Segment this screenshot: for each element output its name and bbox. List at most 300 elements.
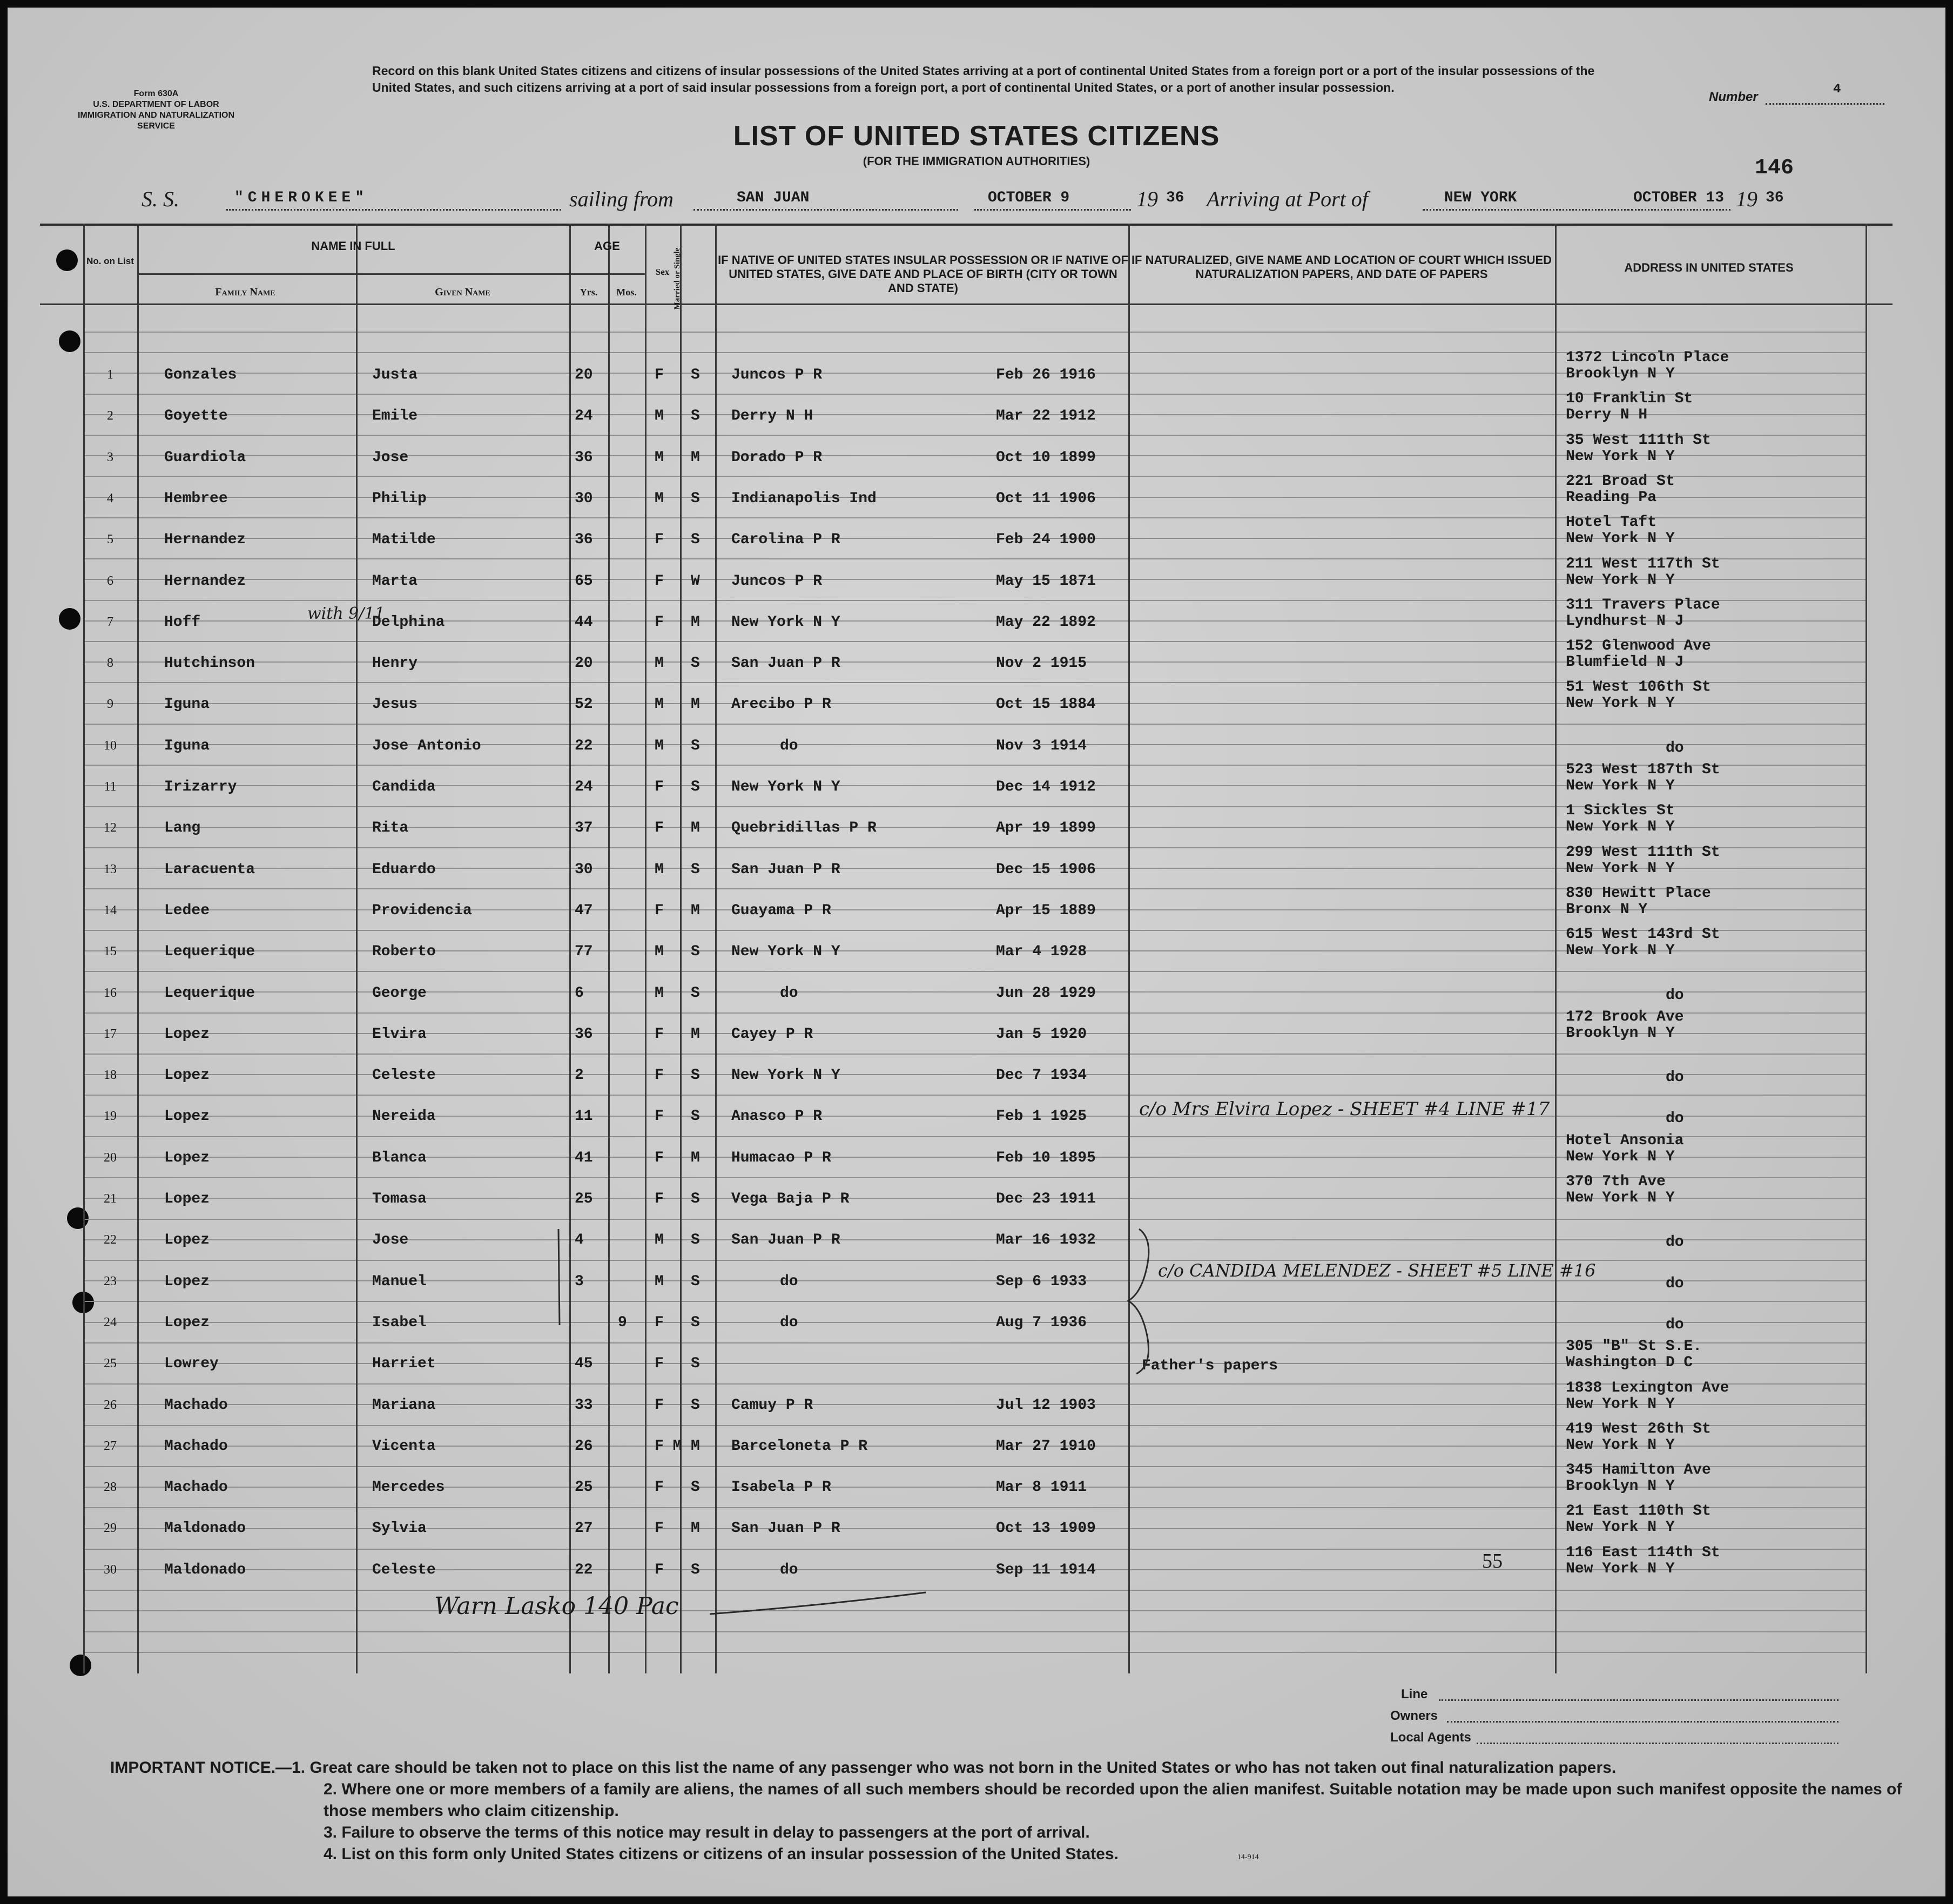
given-name: Jose Antonio [372, 738, 481, 754]
bracket-mark [1128, 1229, 1149, 1374]
family-name: Maldonado [164, 1520, 246, 1537]
address-line-1: 830 Hewitt Place [1566, 885, 1711, 902]
ship-name: "CHEROKEE" [234, 190, 369, 206]
address-line-2: New York N Y [1566, 942, 1675, 959]
address-line-2: New York N Y [1566, 695, 1675, 712]
row-number: 15 [104, 944, 117, 958]
row-number: 21 [104, 1192, 117, 1206]
birth-date: Aug 7 1936 [996, 1314, 1087, 1331]
birth-place: Vega Baja P R [731, 1191, 850, 1207]
given-name: Sylvia [372, 1520, 427, 1537]
age-years: 30 [575, 861, 593, 878]
manifest-sheet [8, 8, 1945, 1896]
birth-date: Dec 15 1906 [996, 861, 1096, 878]
address-line-2: Bronx N Y [1566, 901, 1648, 918]
row-number: 17 [104, 1027, 117, 1041]
row-number: 23 [104, 1274, 117, 1288]
birth-place: Quebridillas P R [731, 820, 877, 836]
row-number: 9 [107, 697, 113, 711]
note-row-19: c/o Mrs Elvira Lopez - SHEET #4 LINE #17 [1139, 1098, 1550, 1120]
family-name: Machado [164, 1479, 228, 1496]
given-name: Vicenta [372, 1438, 436, 1455]
col-address: ADDRESS IN UNITED STATES [1624, 261, 1794, 274]
marital-status: S [691, 1273, 700, 1290]
sex: F M [655, 1438, 682, 1455]
given-name: Roberto [372, 943, 436, 960]
sex: F [655, 614, 664, 631]
address-line-2: New York N Y [1566, 1149, 1675, 1165]
family-name: Lopez [164, 1232, 210, 1248]
birth-place: New York N Y [731, 943, 840, 960]
given-name: Blanca [372, 1150, 427, 1166]
family-name: Maldonado [164, 1562, 246, 1578]
age-years: 26 [575, 1438, 593, 1455]
address-line-1: Hotel Taft [1566, 514, 1657, 531]
age-years: 30 [575, 490, 593, 507]
row-number: 24 [104, 1315, 117, 1329]
given-name: Marta [372, 573, 418, 590]
address-line-1: 419 West 26th St [1566, 1421, 1711, 1437]
row-number: 29 [104, 1521, 117, 1535]
birth-date: Feb 1 1925 [996, 1108, 1087, 1125]
address-line-2: New York N Y [1566, 1561, 1675, 1577]
given-name: Mariana [372, 1397, 436, 1414]
annotation-layer [8, 8, 1945, 1896]
arriving-label: Arriving at Port of [1207, 187, 1368, 211]
sex: F [655, 1355, 664, 1372]
row-number: 26 [104, 1398, 117, 1412]
given-name: Emile [372, 408, 418, 424]
row-number: 2 [107, 409, 113, 423]
given-name: Elvira [372, 1026, 427, 1043]
sex: F [655, 1520, 664, 1537]
marital-status: M [691, 820, 700, 836]
birth-place: San Juan P R [731, 1520, 840, 1537]
row-number: 14 [104, 903, 117, 917]
address-line-1: 299 West 111th St [1566, 844, 1720, 861]
birth-place: Carolina P R [731, 531, 840, 548]
age-years: 27 [575, 1520, 593, 1537]
sex: F [655, 1191, 664, 1207]
marital-status: S [691, 1191, 700, 1207]
address-line-1: 35 West 111th St [1566, 432, 1711, 449]
row-number: 28 [104, 1480, 117, 1494]
col-age: AGE [594, 239, 620, 253]
marital-status: S [691, 861, 700, 878]
address-line-2: do [1666, 740, 1684, 757]
address-line-2: New York N Y [1566, 819, 1675, 835]
age-years: 77 [575, 943, 593, 960]
address-line-1: 1838 Lexington Ave [1566, 1380, 1729, 1396]
age-bracket-mark [558, 1229, 560, 1325]
sex: F [655, 902, 664, 919]
notice-4: 4. List on this form only United States citizens or citizens of an insular possession of the United States. [324, 1845, 1119, 1863]
row-number: 18 [104, 1068, 117, 1082]
address-line-1: 10 Franklin St [1566, 390, 1693, 407]
birth-place: Dorado P R [731, 449, 823, 466]
given-name: Henry [372, 655, 418, 672]
col-birth: IF NATIVE OF UNITED STATES INSULAR POSSESSION OR IF NATIVE OF UNITED STATES, GIVE DATE AND PLACE OF BIRTH (CITY OR TOWN AND STATE) [718, 253, 1128, 295]
signature: Warn Lasko 140 Pac [434, 1592, 679, 1620]
given-name: Eduardo [372, 861, 436, 878]
address-line-2: New York N Y [1566, 860, 1675, 877]
marital-status: S [691, 490, 700, 507]
family-name: Lopez [164, 1191, 210, 1207]
sex: F [655, 367, 664, 383]
address-line-2: Blumfield N J [1566, 654, 1684, 671]
col-naturalized: IF NATURALIZED, GIVE NAME AND LOCATION OF COURT WHICH ISSUED NATURALIZATION PAPERS, AND DATE OF PAPERS [1131, 253, 1552, 281]
birth-date: Feb 24 1900 [996, 531, 1096, 548]
arrival-year: 36 [1766, 190, 1784, 206]
birth-date: Nov 3 1914 [996, 738, 1087, 754]
address-line-1: 116 East 114th St [1566, 1544, 1720, 1561]
sex: F [655, 1108, 664, 1125]
birth-place: San Juan P R [731, 861, 840, 878]
age-years: 2 [575, 1067, 584, 1084]
notice-1: 1. Great care should be taken not to place on this list the name of any passenger who was not born in the United States or who has not taken out final naturalization papers. [292, 1759, 1617, 1777]
col-name-in-full: NAME IN FULL [311, 239, 395, 253]
birth-place: Guayama P R [731, 902, 831, 919]
birth-place: Camuy P R [731, 1397, 813, 1414]
address-line-2: Brooklyn N Y [1566, 366, 1675, 382]
address-line-1: 51 West 106th St [1566, 679, 1711, 696]
given-name: Manuel [372, 1273, 427, 1290]
family-name: Lopez [164, 1108, 210, 1125]
row-number: 16 [104, 986, 117, 1000]
sex: M [655, 1273, 664, 1290]
form-number: Form 630A [133, 89, 179, 98]
address-line-2: Brooklyn N Y [1566, 1478, 1675, 1495]
row-number: 20 [104, 1151, 117, 1165]
birth-date: Dec 7 1934 [996, 1067, 1087, 1084]
birth-place: Isabela P R [731, 1479, 831, 1496]
row-number: 10 [104, 739, 117, 753]
address-line-2: do [1666, 987, 1684, 1004]
birth-date: Oct 10 1899 [996, 449, 1096, 466]
address-line-2: New York N Y [1566, 1190, 1675, 1206]
line-field [1439, 1699, 1838, 1701]
sex: F [655, 1067, 664, 1084]
address-line-1: 305 "B" St S.E. [1566, 1338, 1702, 1355]
sex: M [655, 985, 664, 1002]
birth-date: May 22 1892 [996, 614, 1096, 631]
birth-place: San Juan P R [731, 655, 840, 672]
birth-date: Apr 19 1899 [996, 820, 1096, 836]
marital-status: M [691, 1150, 700, 1166]
given-name: Jose [372, 449, 409, 466]
sex: F [655, 1397, 664, 1414]
birth-date: Mar 16 1932 [996, 1232, 1096, 1248]
marital-status: S [691, 1355, 700, 1372]
age-years: 25 [575, 1191, 593, 1207]
page-subtitle: (FOR THE IMMIGRATION AUTHORITIES) [863, 154, 1090, 168]
age-years: 3 [575, 1273, 584, 1290]
marital-status: S [691, 531, 700, 548]
family-name: Lowrey [164, 1355, 219, 1372]
given-name: Providencia [372, 902, 472, 919]
marital-status: W [691, 573, 700, 590]
birth-date: Oct 13 1909 [996, 1520, 1096, 1537]
marital-status: S [691, 1108, 700, 1125]
birth-place: do [780, 1562, 798, 1578]
birth-date: Oct 11 1906 [996, 490, 1096, 507]
sex: F [655, 531, 664, 548]
marital-status: M [691, 902, 700, 919]
given-name: Jesus [372, 696, 418, 713]
age-years: 22 [575, 1562, 593, 1578]
owners-label: Owners [1390, 1709, 1438, 1723]
address-line-2: do [1666, 1316, 1684, 1333]
notice-3: 3. Failure to observe the terms of this notice may result in delay to passengers at the port of arrival. [324, 1824, 1090, 1841]
address-line-2: New York N Y [1566, 1396, 1675, 1413]
age-years: 20 [575, 367, 593, 383]
address-line-2: do [1666, 1275, 1684, 1292]
given-name: Isabel [372, 1314, 427, 1331]
family-name: Machado [164, 1438, 228, 1455]
address-line-1: 523 West 187th St [1566, 761, 1720, 778]
age-years: 4 [575, 1232, 584, 1248]
birth-date: Jun 28 1929 [996, 985, 1096, 1002]
address-line-2: Brooklyn N Y [1566, 1025, 1675, 1042]
marital-status: S [691, 367, 700, 383]
owners-field [1447, 1721, 1838, 1723]
given-name: Delphina [372, 614, 445, 631]
birth-date: Jan 5 1920 [996, 1026, 1087, 1043]
family-name: Hembree [164, 490, 228, 507]
agents-label: Local Agents [1390, 1730, 1471, 1745]
row-number: 6 [107, 574, 113, 588]
address-line-1: 172 Brook Ave [1566, 1009, 1684, 1025]
col-no: No. on List [86, 256, 134, 266]
family-name: Guardiola [164, 449, 246, 466]
family-name: Goyette [164, 408, 228, 424]
bracket-note: c/o CANDIDA MELENDEZ - SHEET #5 LINE #16 [1158, 1260, 1596, 1281]
birth-date: Dec 23 1911 [996, 1191, 1096, 1207]
year: 36 [1166, 190, 1184, 206]
sex: M [655, 490, 664, 507]
birth-date: Apr 15 1889 [996, 902, 1096, 919]
agents-field [1477, 1743, 1838, 1744]
given-name: Justa [372, 367, 418, 383]
age-years: 41 [575, 1150, 593, 1166]
sex: M [655, 449, 664, 466]
given-name: Rita [372, 820, 409, 836]
address-line-1: 370 7th Ave [1566, 1173, 1666, 1190]
age-years: 6 [575, 985, 584, 1002]
sex: F [655, 1314, 664, 1331]
with-note: with 9/11 [307, 604, 385, 623]
age-years: 11 [575, 1108, 593, 1125]
address-line-2: do [1666, 1069, 1684, 1086]
birth-date: Sep 6 1933 [996, 1273, 1087, 1290]
address-line-2: Lyndhurst N J [1566, 613, 1684, 630]
marital-status: S [691, 738, 700, 754]
marital-status: M [691, 614, 700, 631]
age-years: 36 [575, 531, 593, 548]
address-line-1: 211 West 117th St [1566, 556, 1720, 572]
age-months: 9 [618, 1314, 627, 1331]
sex: F [655, 1026, 664, 1043]
department: U.S. DEPARTMENT OF LABOR [93, 100, 219, 109]
family-name: Irizarry [164, 779, 237, 795]
birth-place: Juncos P R [731, 573, 823, 590]
address-line-2: New York N Y [1566, 1519, 1675, 1536]
birth-place: Indianapolis Ind [731, 490, 877, 507]
given-name: Jose [372, 1232, 409, 1248]
sex: M [655, 943, 664, 960]
address-line-2: Washington D C [1566, 1354, 1693, 1371]
age-years: 33 [575, 1397, 593, 1414]
ss-label: S. S. [142, 187, 179, 211]
age-years: 24 [575, 408, 593, 424]
family-name: Hernandez [164, 573, 246, 590]
birth-place: San Juan P R [731, 1232, 840, 1248]
age-years: 25 [575, 1479, 593, 1496]
age-years: 47 [575, 902, 593, 919]
given-name: Nereida [372, 1108, 436, 1125]
marital-status: S [691, 1397, 700, 1414]
address-line-2: New York N Y [1566, 572, 1675, 589]
row-number: 7 [107, 615, 113, 629]
notice-heading: IMPORTANT NOTICE. [110, 1759, 276, 1777]
age-years: 36 [575, 449, 593, 466]
birth-date: Oct 15 1884 [996, 696, 1096, 713]
age-years: 65 [575, 573, 593, 590]
arrival-date: OCTOBER 13 [1633, 190, 1725, 206]
family-name: Lopez [164, 1026, 210, 1043]
family-name: Lopez [164, 1150, 210, 1166]
address-line-2: New York N Y [1566, 1437, 1675, 1454]
age-years: 44 [575, 614, 593, 631]
birth-place: do [780, 985, 798, 1002]
count-annotation: 55 [1482, 1550, 1503, 1572]
marital-status: S [691, 779, 700, 795]
given-name: Tomasa [372, 1191, 427, 1207]
from-port: SAN JUAN [737, 190, 810, 206]
marital-status: M [691, 696, 700, 713]
number-value: 4 [1833, 82, 1841, 97]
marital-status: S [691, 985, 700, 1002]
birth-date: Jul 12 1903 [996, 1397, 1096, 1414]
birth-place: New York N Y [731, 614, 840, 631]
given-name: Philip [372, 490, 427, 507]
birth-place: Barceloneta P R [731, 1438, 868, 1455]
family-name: Gonzales [164, 367, 237, 383]
service: IMMIGRATION AND NATURALIZATION SERVICE [77, 111, 235, 131]
marital-status: S [691, 943, 700, 960]
family-name: Lopez [164, 1273, 210, 1290]
family-name: Iguna [164, 738, 210, 754]
address-line-2: do [1666, 1110, 1684, 1127]
birth-place: Anasco P R [731, 1108, 823, 1125]
birth-place: do [780, 1273, 798, 1290]
sex: M [655, 655, 664, 672]
family-name: Machado [164, 1397, 228, 1414]
birth-place: Cayey P R [731, 1026, 813, 1043]
sex: M [655, 738, 664, 754]
age-years: 45 [575, 1355, 593, 1372]
birth-date: Mar 22 1912 [996, 408, 1096, 424]
marital-status: S [691, 1562, 700, 1578]
birth-date: May 15 1871 [996, 573, 1096, 590]
family-name: Hoff [164, 614, 201, 631]
birth-date: Feb 26 1916 [996, 367, 1096, 383]
col-mos: Mos. [616, 287, 637, 298]
row-number: 1 [107, 368, 113, 382]
marital-status: M [691, 1026, 700, 1043]
family-name: Hutchinson [164, 655, 255, 672]
sex: F [655, 820, 664, 836]
row-number: 4 [107, 491, 113, 505]
sex: F [655, 573, 664, 590]
birth-date: Sep 11 1914 [996, 1562, 1096, 1578]
address-line-1: Hotel Ansonia [1566, 1132, 1684, 1149]
number-label: Number [1709, 90, 1758, 104]
row-number: 13 [104, 862, 117, 876]
age-years: 20 [575, 655, 593, 672]
row-number: 3 [107, 450, 113, 464]
birth-date: Mar 8 1911 [996, 1479, 1087, 1496]
address-line-2: New York N Y [1566, 448, 1675, 465]
given-name: Harriet [372, 1355, 436, 1372]
arrival-port: NEW YORK [1444, 190, 1517, 206]
important-notice: IMPORTANT NOTICE.—1. Great care should be taken not to place on this list the name of any passenger who was not born in the United States or who has not taken out final naturalization papers. 2. Where one or more members of a family are aliens, the names of all such members should be recorded upon the alien manifest. Suitable notation may be made upon such manifest opposite the names of those members who claim citizenship. 3. Failure to observe the terms of this notice may result in delay to passengers at the port of arrival. 4. List on this form only United States citizens or citizens of an insular possession of the United States. 14-914 [110, 1759, 1902, 1863]
birth-place: do [780, 738, 798, 754]
family-name: Ledee [164, 902, 210, 919]
row-number: 30 [104, 1563, 117, 1577]
family-name: Lopez [164, 1067, 210, 1084]
age-years: 37 [575, 820, 593, 836]
departure-date: OCTOBER 9 [988, 190, 1070, 206]
address-line-1: 221 Broad St [1566, 473, 1675, 490]
address-line-1: 345 Hamilton Ave [1566, 1462, 1711, 1478]
family-name: Iguna [164, 696, 210, 713]
family-name: Laracuenta [164, 861, 255, 878]
sex: M [655, 861, 664, 878]
birth-place: Arecibo P R [731, 696, 831, 713]
row-number: 5 [107, 532, 113, 546]
given-name: Matilde [372, 531, 436, 548]
birth-date: Feb 10 1895 [996, 1150, 1096, 1166]
birth-date: Mar 4 1928 [996, 943, 1087, 960]
address-line-1: 1 Sickles St [1566, 802, 1675, 819]
address-line-1: 152 Glenwood Ave [1566, 638, 1711, 654]
row-number: 8 [107, 656, 113, 670]
address-line-2: New York N Y [1566, 778, 1675, 794]
given-name: George [372, 985, 427, 1002]
marital-status: M [691, 449, 700, 466]
address-line-2: do [1666, 1234, 1684, 1251]
col-sex: Sex [655, 267, 670, 277]
row-number: 25 [104, 1356, 117, 1370]
line-label: Line [1401, 1687, 1428, 1702]
marital-status: M [691, 1438, 700, 1455]
sex: M [655, 1232, 664, 1248]
address-line-1: 615 West 143rd St [1566, 926, 1720, 943]
form-instruction: Record on this blank United States citizens and citizens of insular possessions of the United States arriving at a port of continental United States from a foreign port or a port of the insular possessions of the United States, and such citizens arriving at a port of said insular possessions from a foreign port, a port of continental United States, or a port of another insular possession. [372, 64, 1595, 94]
age-years: 36 [575, 1026, 593, 1043]
notice-2: 2. Where one or more members of a family are aliens, the names of all such members should be recorded upon the alien manifest. Suitable notation may be made upon such manifest opposite the names of those members who claim citizenship. [324, 1780, 1902, 1820]
sex: F [655, 779, 664, 795]
sailing-label: sailing from [569, 187, 674, 211]
address-line-1: 1372 Lincoln Place [1566, 349, 1729, 366]
page-title: LIST OF UNITED STATES CITIZENS [733, 120, 1220, 152]
marital-status: S [691, 1479, 700, 1496]
row-number: 12 [104, 821, 117, 835]
sex: M [655, 408, 664, 424]
signature-line [710, 1592, 926, 1614]
col-given-name: Given Name [435, 286, 490, 298]
